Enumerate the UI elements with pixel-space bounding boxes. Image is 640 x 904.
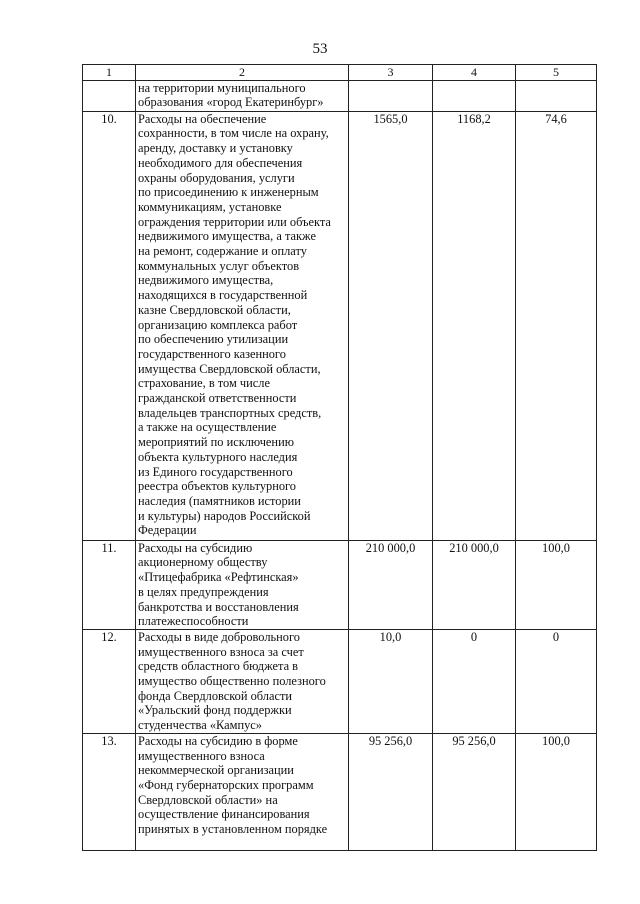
value-col-5 xyxy=(516,80,597,111)
column-header: 4 xyxy=(433,65,516,81)
description-line: по присоединению к инженерным xyxy=(138,185,319,200)
description-line: имущественного взноса за счет xyxy=(138,644,304,659)
row-description xyxy=(136,629,349,733)
description-line: на территории муниципального xyxy=(138,80,306,95)
value-col-4: 1168,2 xyxy=(433,111,516,540)
description-line: Расходы в виде добровольного xyxy=(138,629,300,644)
value-col-4 xyxy=(433,80,516,111)
value-col-3: 210 000,0 xyxy=(349,540,433,629)
description-line: некоммерческой организации xyxy=(138,763,294,778)
description-line: мероприятий по исключению xyxy=(138,435,294,450)
value-col-4: 210 000,0 xyxy=(433,540,516,629)
table-row xyxy=(83,111,597,540)
description-line: «Уральский фонд поддержки xyxy=(138,703,292,718)
table-row xyxy=(83,629,597,733)
table-row xyxy=(83,80,597,111)
description-line: фонда Свердловской области xyxy=(138,688,293,703)
description-line: Расходы на субсидию в форме xyxy=(138,733,298,748)
description-line: наследия (памятников истории xyxy=(138,493,301,508)
column-header: 1 xyxy=(83,65,136,81)
value-col-3: 1565,0 xyxy=(349,111,433,540)
row-number: 10. xyxy=(83,111,136,540)
description-line: имущественного взноса xyxy=(138,748,265,763)
description-line: коммунальных услуг объектов xyxy=(138,258,300,273)
row-number: 11. xyxy=(83,540,136,629)
description-line: аренду, доставку и установку xyxy=(138,141,293,156)
row-description xyxy=(136,111,349,540)
value-col-3: 10,0 xyxy=(349,629,433,733)
value-col-5: 74,6 xyxy=(516,111,597,540)
description-line: недвижимого имущества, xyxy=(138,273,274,288)
table-row xyxy=(83,733,597,850)
value-col-5: 100,0 xyxy=(516,540,597,629)
table-body xyxy=(83,80,597,850)
description-line: гражданской ответственности xyxy=(138,391,297,406)
row-number xyxy=(83,80,136,111)
budget-table xyxy=(82,64,597,851)
row-description xyxy=(136,80,349,111)
description-line: и культуры) народов Российской xyxy=(138,508,311,523)
value-col-4: 0 xyxy=(433,629,516,733)
description-line: необходимого для обеспечения xyxy=(138,155,303,170)
column-header: 2 xyxy=(136,65,349,81)
column-header: 3 xyxy=(349,65,433,81)
description-line: из Единого государственного xyxy=(138,464,293,479)
row-description xyxy=(136,540,349,629)
description-line: Свердловской области» на xyxy=(138,792,278,807)
description-line: по обеспечению утилизации xyxy=(138,332,289,347)
row-number: 12. xyxy=(83,629,136,733)
description-line: находящихся в государственной xyxy=(138,288,308,303)
table-row xyxy=(83,540,597,629)
description-line: Федерации xyxy=(138,523,197,538)
value-col-5: 100,0 xyxy=(516,733,597,850)
value-col-5: 0 xyxy=(516,629,597,733)
description-line: казне Свердловской области, xyxy=(138,302,291,317)
description-line: организацию комплекса работ xyxy=(138,317,298,332)
description-line: Расходы на субсидию xyxy=(138,540,253,555)
header-row xyxy=(83,65,597,81)
description-line: банкротства и восстановления xyxy=(138,599,299,614)
description-line: недвижимого имущества, а также xyxy=(138,229,316,244)
page-number: 53 xyxy=(312,41,328,57)
value-col-3 xyxy=(349,80,433,111)
description-line: «Птицефабрика «Рефтинская» xyxy=(138,570,299,585)
description-line: владельцев транспортных средств, xyxy=(138,405,322,420)
description-line: осуществление финансирования xyxy=(138,807,310,822)
description-line: сохранности, в том числе на охрану, xyxy=(138,126,329,141)
row-description xyxy=(136,733,349,850)
description-line: а также на осуществление xyxy=(138,420,277,435)
description-line: имущество общественно полезного xyxy=(138,674,326,689)
description-line: Расходы на обеспечение xyxy=(138,111,267,126)
description-line: в целях предупреждения xyxy=(138,584,269,599)
column-header: 5 xyxy=(516,65,597,81)
description-line: образования «город Екатеринбург» xyxy=(138,95,324,110)
description-line: на ремонт, содержание и оплату xyxy=(138,244,307,259)
description-line: платежеспособности xyxy=(138,614,249,629)
value-col-4: 95 256,0 xyxy=(433,733,516,850)
description-line: реестра объектов культурного xyxy=(138,479,297,494)
description-line: «Фонд губернаторских программ xyxy=(138,777,314,792)
description-line: акционерному обществу xyxy=(138,555,268,570)
description-line: имущества Свердловской области, xyxy=(138,361,321,376)
description-line: государственного казенного xyxy=(138,346,286,361)
description-line: объекта культурного наследия xyxy=(138,449,298,464)
description-line: коммуникациям, установке xyxy=(138,199,282,214)
description-line: принятых в установленном порядке xyxy=(138,822,328,837)
description-line: страхование, в том числе xyxy=(138,376,270,391)
description-line: ограждения территории или объекта xyxy=(138,214,331,229)
description-line: средств областного бюджета в xyxy=(138,659,299,674)
row-number: 13. xyxy=(83,733,136,850)
value-col-3: 95 256,0 xyxy=(349,733,433,850)
description-line: студенчества «Кампус» xyxy=(138,718,262,733)
description-line: охраны оборудования, услуги xyxy=(138,170,295,185)
